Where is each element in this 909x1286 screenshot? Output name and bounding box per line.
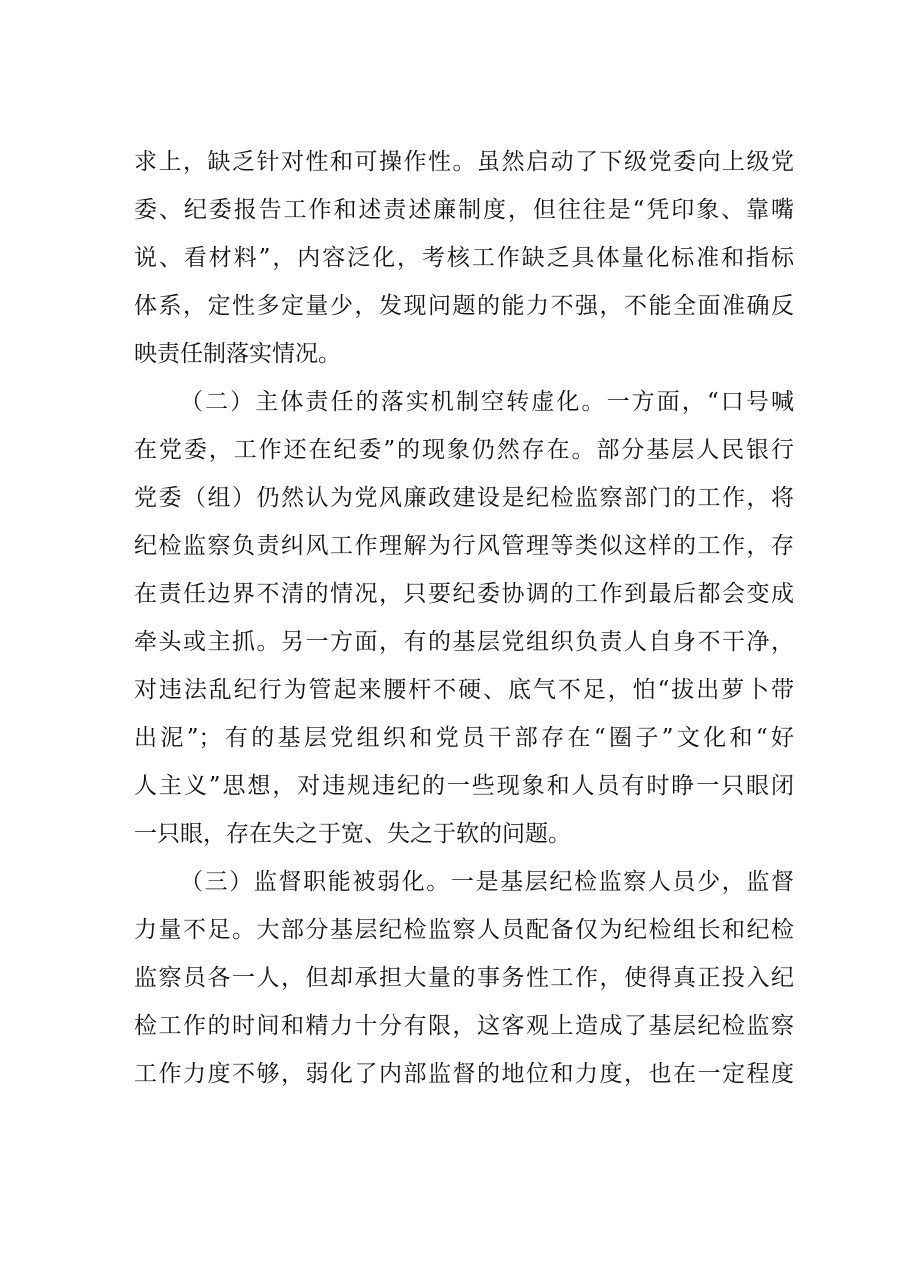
paragraph-3-line-2: 力量不足。大部分基层纪检监察人员配备仅为纪检组长和纪检 [134,917,794,943]
body-text [134,138,794,1098]
paragraph-1-line-1: 求上，缺乏针对性和可操作性。虽然启动了下级党委向上级党 [134,149,794,175]
paragraph-2-line-8: 出泥”；有的基层党组织和党员干部存在“圈子”文化和“好 [134,725,794,751]
paragraph-2-line-2: 在党委，工作还在纪委”的现象仍然存在。部分基层人民银行 [134,437,794,463]
paragraph-1-line-4: 体系，定性多定量少，发现问题的能力不强，不能全面准确反 [134,293,794,319]
paragraph-3-line-1: （三）监督职能被弱化。一是基层纪检监察人员少，监督 [180,869,794,895]
paragraph-3-line-3: 监察员各一人，但却承担大量的事务性工作，使得真正投入纪 [134,965,794,991]
paragraph-1-line-5: 映责任制落实情况。 [134,341,341,367]
paragraph-2-line-10: 一只眼，存在失之于宽、失之于软的问题。 [134,821,571,847]
paragraph-2-line-7: 对违法乱纪行为管起来腰杆不硬、底气不足，怕“拔出萝卜带 [134,677,794,703]
paragraph-3-line-4: 检工作的时间和精力十分有限，这客观上造成了基层纪检监察 [134,1013,794,1039]
paragraph-2-line-5: 在责任边界不清的情况，只要纪委协调的工作到最后都会变成 [134,581,794,607]
paragraph-2-line-4: 纪检监察负责纠风工作理解为行风管理等类似这样的工作，存 [134,533,794,559]
paragraph-3-line-5: 工作力度不够，弱化了内部监督的地位和力度，也在一定程度 [134,1061,794,1087]
paragraph-2-line-6: 牵头或主抓。另一方面，有的基层党组织负责人自身不干净， [134,629,794,655]
paragraph-2-line-9: 人主义”思想，对违规违纪的一些现象和人员有时睁一只眼闭 [134,773,794,799]
paragraph-2-line-3: 党委（组）仍然认为党风廉政建设是纪检监察部门的工作，将 [134,485,794,511]
paragraph-1-line-3: 说、看材料”，内容泛化，考核工作缺乏具体量化标准和指标 [134,245,794,271]
paragraph-2-line-1: （二）主体责任的落实机制空转虚化。一方面，“口号喊 [180,389,794,415]
paragraph-1-line-2: 委、纪委报告工作和述责述廉制度，但往往是“凭印象、靠嘴 [134,197,794,223]
